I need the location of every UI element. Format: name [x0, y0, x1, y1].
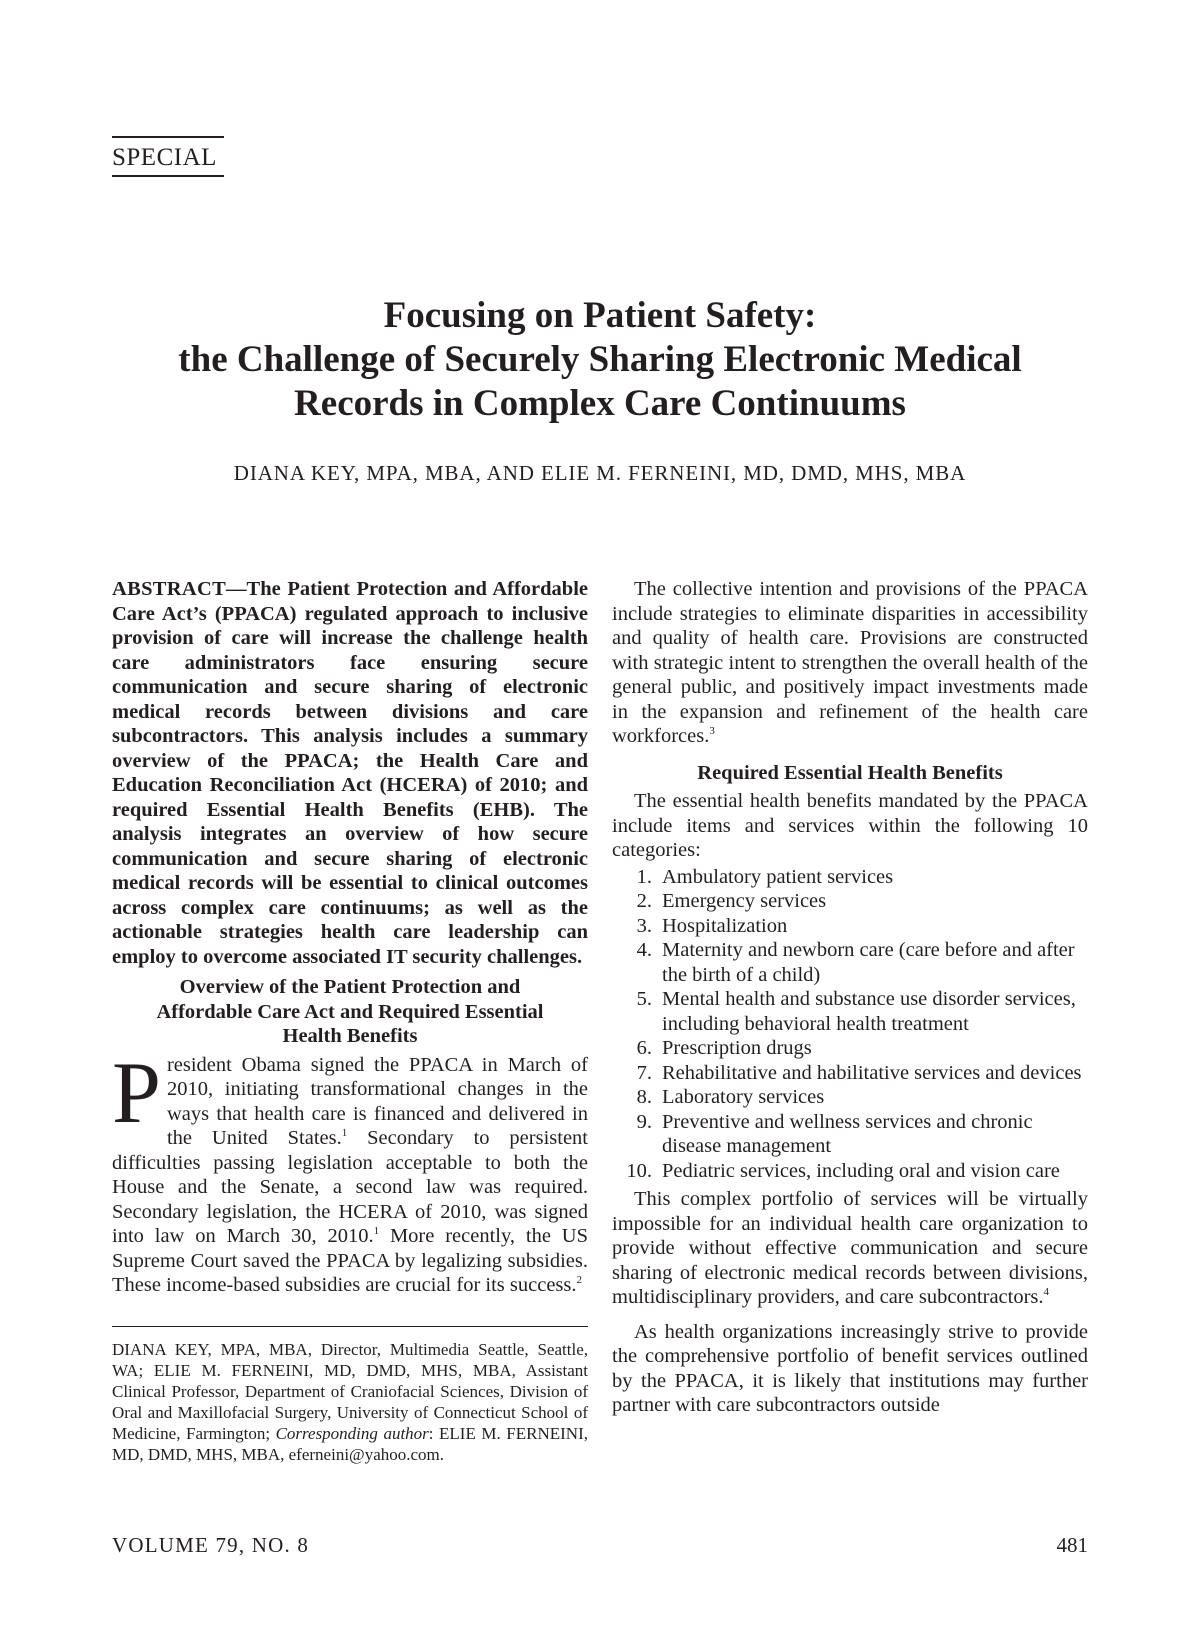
- footer-volume: VOLUME 79, NO. 8: [112, 1533, 310, 1557]
- list-item: [612, 889, 1088, 914]
- overview-text-2: Secondary to persistent difficulties passing legislation acceptable to both the House and the Senate, a second law was required. Secondary legislation, the HCERA of 2010, was signed into law on March 30, 2010.: [112, 1127, 588, 1247]
- article-title: [0, 294, 1200, 426]
- citation-2: 2: [576, 1274, 583, 1287]
- list-text: Emergency services: [662, 890, 827, 912]
- footnote-text-2: : ELIE M. FERNEINI, MD, DMD, MHS, MBA, eferneini@yahoo.com.: [112, 1423, 588, 1464]
- abstract-body: —The Patient Protection and Affordable Care Act’s (PPACA) regulated approach to inclusive provision of care will increase the challenge health care administrators face ensuring secure communication and secure sharing of electronic medical records between divisions and care subcontractors. This analysis includes a summary overview of the PPACA; the Health Care and Education Reconciliation Act (HCERA) of 2010; and required Essential Health Benefits (EHB). The analysis integrates an overview of how secure communication and secure sharing of electronic medical records will be essential to clinical outcomes across complex care continuums; as well as the actionable strategies health care leadership can employ to overcome associated IT security challenges.: [112, 578, 588, 968]
- list-text: Ambulatory patient services: [662, 865, 894, 888]
- list-number: 5.: [636, 988, 652, 1010]
- footnote-italic: Corresponding author: [275, 1423, 429, 1443]
- drop-cap: P: [112, 1044, 161, 1142]
- title-line-3: Records in Complex Care Continuums: [294, 383, 906, 424]
- title-line-1: Focusing on Patient Safety:: [383, 295, 817, 336]
- portfolio-text: This complex portfolio of services will be virtually impossible for an individual health care organization to provide without effective communication and secure sharing of electronic medical records between divisions, multidisciplinary providers, and care subcontractors.: [612, 1188, 1088, 1308]
- section-label: SPECIAL: [112, 136, 224, 177]
- overview-paragraph: [112, 1044, 588, 1298]
- citation-1b: 1: [373, 1225, 380, 1238]
- citation-3: 3: [709, 725, 715, 738]
- overview-heading-line-3: Health Benefits: [282, 1025, 418, 1047]
- list-text: Mental health and substance use disorder services, including behavioral health treatment: [662, 988, 1076, 1035]
- list-item: [612, 938, 1088, 987]
- list-number: 2.: [636, 890, 652, 912]
- list-item: [612, 987, 1088, 1036]
- list-number: 9.: [636, 1110, 652, 1133]
- footnote-text-1: DIANA KEY, MPA, MBA, Director, Multimedia Seattle, Seattle, WA; ELIE M. FERNEINI, MD, DMD, MHS, MBA, Assistant Clinical Professor, Department of Craniofacial Sciences, Division of Oral and Maxillofacial Surgery, University of Connecticut School of Medicine, Farmington;: [112, 1339, 588, 1443]
- list-number: 7.: [636, 1061, 652, 1084]
- right-column: [612, 577, 1088, 1418]
- page-number: 481: [1056, 1533, 1088, 1557]
- overview-heading-line-1: Overview of the Patient Protection and: [179, 976, 521, 998]
- list-text: Maternity and newborn care (care before and after the birth of a child): [662, 939, 1075, 986]
- benefits-list: [612, 865, 1088, 1184]
- ehb-heading: Required Essential Health Benefits: [697, 761, 1003, 784]
- list-number: 6.: [636, 1037, 652, 1059]
- list-item: [612, 914, 1088, 939]
- author-byline: DIANA KEY, MPA, MBA, AND ELIE M. FERNEINI, MD, DMD, MHS, MBA: [233, 461, 967, 485]
- list-number: 3.: [636, 914, 652, 937]
- overview-heading: [112, 975, 588, 1049]
- overview-text-1: resident Obama signed the PPACA in March of 2010, initiating transformational changes in the ways that health care is financed and delivered in the United States.: [166, 1053, 588, 1149]
- abstract-lead: ABSTRACT: [112, 578, 227, 600]
- partnering-paragraph: As health organizations increasingly strive to provide the comprehensive portfolio of benefit services outlined by the PPACA, it is likely that institutions may further partner with care subcontractors outside: [612, 1320, 1088, 1416]
- list-text: Hospitalization: [662, 914, 788, 937]
- portfolio-paragraph: [612, 1187, 1088, 1310]
- list-item: [612, 865, 1088, 890]
- list-number: 4.: [636, 939, 652, 961]
- ppaca-intention-text: The collective intention and provisions of the PPACA include strategies to eliminate disparities in accessibility and quality of health care. Provisions are constructed with strategic intent to strengthen the overall health of the general public, and positively impact investments made in the expansion and refinement of the health care workforces.: [612, 578, 1088, 747]
- list-text: Laboratory services: [662, 1086, 825, 1108]
- list-number: 8.: [636, 1086, 652, 1108]
- list-item: [612, 1085, 1088, 1110]
- overview-heading-line-2: Affordable Care Act and Required Essential: [156, 1000, 544, 1023]
- list-text: Preventive and wellness services and chronic disease management: [662, 1110, 1033, 1157]
- list-item: [612, 1036, 1088, 1061]
- list-number: 1.: [636, 865, 652, 888]
- citation-4: 4: [1043, 1286, 1050, 1299]
- list-text: Rehabilitative and habilitative services and devices: [662, 1061, 1082, 1084]
- citation-1: 1: [341, 1127, 348, 1140]
- list-item: [612, 1110, 1088, 1159]
- title-line-2: the Challenge of Securely Sharing Electronic Medical: [178, 339, 1022, 380]
- abstract: [112, 577, 588, 969]
- overview-text-3: More recently, the US Supreme Court saved the PPACA by legalizing subsidies. These income-based subsidies are crucial for its success.: [112, 1225, 588, 1296]
- author-footnote: [112, 1339, 588, 1465]
- ppaca-intention-paragraph: [612, 577, 1088, 749]
- list-item: [612, 1061, 1088, 1086]
- list-text: Pediatric services, including oral and vision care: [662, 1159, 1060, 1182]
- list-number: 10.: [626, 1159, 652, 1182]
- footnote-rule: [112, 1326, 588, 1327]
- left-column: [112, 577, 588, 1465]
- list-item: [612, 1159, 1088, 1184]
- ehb-intro: The essential health benefits mandated by the PPACA include items and services within the following 10 categories:: [612, 790, 1088, 861]
- list-text: Prescription drugs: [662, 1037, 812, 1059]
